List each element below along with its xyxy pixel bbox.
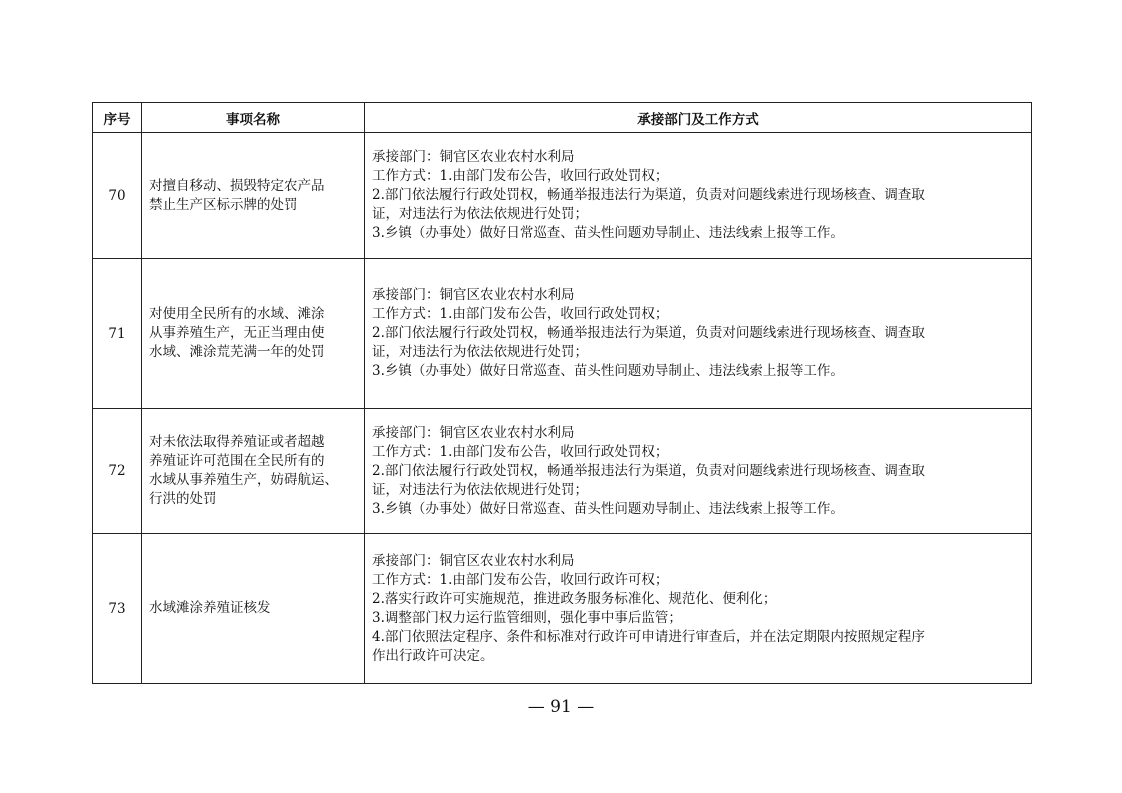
- row-item-name: [142, 409, 365, 534]
- item-name-line: 对使用全民所有的水域、滩涂: [149, 306, 325, 322]
- department-method-line: 作出行政许可决定。: [372, 647, 494, 664]
- row-department-method: [365, 409, 1032, 534]
- department-method-line: 承接部门：铜官区农业农村水利局: [372, 149, 575, 165]
- department-method-line: 证，对违法行为依法依规进行处罚；: [372, 481, 588, 498]
- row-seq: 73: [93, 534, 142, 684]
- item-name-line: 对擅自移动、损毁特定农产品: [149, 177, 325, 194]
- item-table: [92, 102, 1032, 684]
- department-method-line: 4.部门依照法定程序、条件和标准对行政许可申请进行审查后，并在法定期限内按照规定程序: [372, 628, 925, 645]
- row-item-name: [142, 534, 365, 684]
- department-method-line: 工作方式：1.由部门发布公告，收回行政处罚权；: [372, 443, 669, 460]
- department-method-line: 3.乡镇（办事处）做好日常巡查、苗头性问题劝导制止、违法线索上报等工作。: [372, 500, 844, 517]
- item-name-line: 行洪的处罚: [149, 491, 217, 507]
- table-row: [93, 534, 1032, 684]
- table-row: [93, 259, 1032, 409]
- department-method-line: 工作方式：1.由部门发布公告，收回行政处罚权；: [372, 168, 669, 184]
- department-method-line: 3.乡镇（办事处）做好日常巡查、苗头性问题劝导制止、违法线索上报等工作。: [372, 225, 844, 241]
- row-seq: 71: [93, 259, 142, 409]
- department-method-line: 证，对违法行为依法依规进行处罚；: [372, 206, 588, 222]
- item-name-line: 水域滩涂养殖证核发: [149, 600, 271, 616]
- item-name-line: 从事养殖生产，无正当理由使: [149, 325, 325, 341]
- department-method-line: 2.部门依法履行行政处罚权，畅通举报违法行为渠道，负责对问题线索进行现场核查、调查取: [372, 325, 925, 341]
- department-method-line: 2.部门依法履行行政处罚权，畅通举报违法行为渠道，负责对问题线索进行现场核查、调查取: [372, 187, 925, 203]
- item-name-line: 养殖证许可范围在全民所有的: [149, 453, 325, 469]
- department-method-line: 2.落实行政许可实施规范，推进政务服务标准化、规范化、便利化；: [372, 590, 777, 607]
- row-department-method: [365, 259, 1032, 409]
- department-method-line: 3.调整部门权力运行监管细则，强化事中事后监管；: [372, 609, 682, 626]
- item-name-line: 水域从事养殖生产，妨碍航运、: [149, 472, 338, 488]
- department-method-line: 工作方式：1.由部门发布公告，收回行政处罚权；: [372, 306, 669, 322]
- page-number: — 91 —: [527, 697, 595, 717]
- row-item-name: [142, 259, 365, 409]
- table-row: [93, 133, 1032, 259]
- department-method-line: 工作方式：1.由部门发布公告，收回行政许可权；: [372, 571, 669, 588]
- row-item-name: [142, 133, 365, 259]
- item-name-line: 禁止生产区标示牌的处罚: [149, 196, 298, 213]
- table-header-row: [93, 103, 1032, 133]
- table-row: [93, 409, 1032, 534]
- item-name-line: 水域、滩涂荒芜满一年的处罚: [149, 344, 325, 360]
- header-seq: 序号: [93, 103, 142, 133]
- department-method-line: 2.部门依法履行行政处罚权，畅通举报违法行为渠道，负责对问题线索进行现场核查、调查取: [372, 462, 925, 479]
- header-department-method: 承接部门及工作方式: [365, 103, 1032, 133]
- department-method-line: 证，对违法行为依法依规进行处罚；: [372, 344, 588, 360]
- row-department-method: [365, 534, 1032, 684]
- row-department-method: [365, 133, 1032, 259]
- row-seq: 70: [93, 133, 142, 259]
- department-method-line: 承接部门：铜官区农业农村水利局: [372, 552, 575, 569]
- item-name-line: 对未依法取得养殖证或者超越: [149, 434, 325, 450]
- row-seq: 72: [93, 409, 142, 534]
- department-method-line: 承接部门：铜官区农业农村水利局: [372, 287, 575, 303]
- table-body: [93, 133, 1032, 684]
- header-item-name: 事项名称: [142, 103, 365, 133]
- department-method-line: 承接部门：铜官区农业农村水利局: [372, 424, 575, 441]
- department-method-line: 3.乡镇（办事处）做好日常巡查、苗头性问题劝导制止、违法线索上报等工作。: [372, 363, 844, 379]
